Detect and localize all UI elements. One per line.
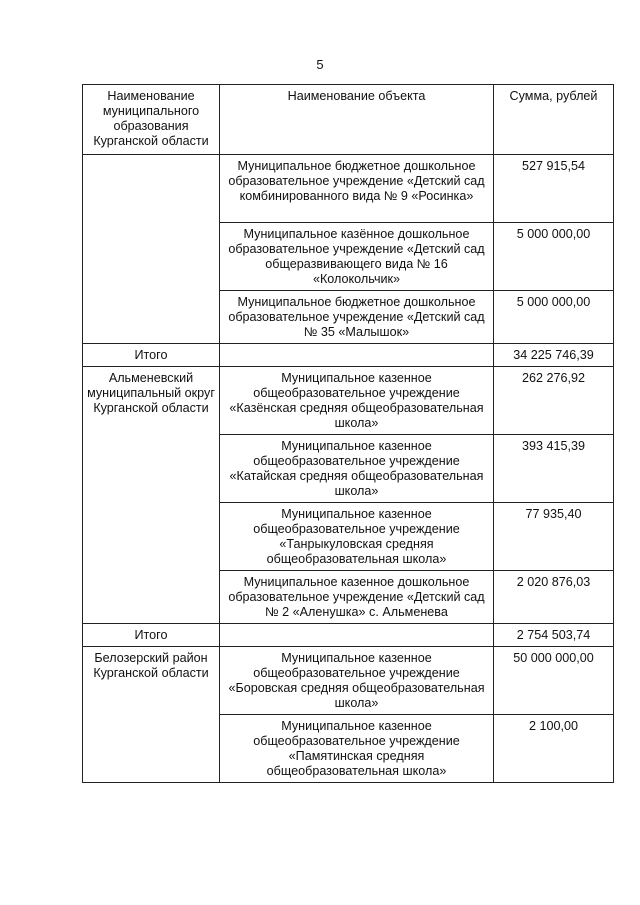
total-amount: 34 225 746,39 (494, 344, 614, 367)
total-row (83, 624, 614, 647)
total-label: Итого (83, 344, 220, 367)
header-municipality: Наименование муниципального образования Курганской области (83, 85, 220, 155)
table-header-row (83, 85, 614, 155)
amount-cell: 2 100,00 (494, 715, 614, 783)
amount-cell: 527 915,54 (494, 155, 614, 223)
amount-cell: 393 415,39 (494, 435, 614, 503)
amount-cell: 50 000 000,00 (494, 647, 614, 715)
header-object: Наименование объекта (220, 85, 494, 155)
object-cell: Муниципальное бюджетное дошкольное образовательное учреждение «Детский сад комбинированного вида № 9 «Росинка» (220, 155, 494, 223)
header-amount: Сумма, рублей (494, 85, 614, 155)
object-cell: Муниципальное казенное общеобразовательное учреждение «Боровская средняя общеобразовательная школа» (220, 647, 494, 715)
amount-cell: 2 020 876,03 (494, 571, 614, 624)
object-cell: Муниципальное казенное общеобразовательное учреждение «Казёнская средняя общеобразовательная школа» (220, 367, 494, 435)
object-cell: Муниципальное казённое дошкольное образовательное учреждение «Детский сад общеразвивающего вида № 16 «Колокольчик» (220, 223, 494, 291)
total-label: Итого (83, 624, 220, 647)
object-cell: Муниципальное казенное общеобразовательное учреждение «Танрыкуловская средняя общеобразовательная школа» (220, 503, 494, 571)
amount-cell: 5 000 000,00 (494, 291, 614, 344)
table-row (83, 155, 614, 223)
total-empty-cell (220, 624, 494, 647)
municipality-cell: Белозерский район Курганской области (83, 647, 220, 783)
object-cell: Муниципальное казенное общеобразовательное учреждение «Катайская средняя общеобразовательная школа» (220, 435, 494, 503)
municipality-cell (83, 155, 220, 344)
object-cell: Муниципальное бюджетное дошкольное образовательное учреждение «Детский сад № 35 «Малышок» (220, 291, 494, 344)
municipality-cell: Альменевский муниципальный округ Курганской области (83, 367, 220, 624)
funding-table (82, 84, 614, 783)
total-empty-cell (220, 344, 494, 367)
table-row (83, 367, 614, 435)
amount-cell: 77 935,40 (494, 503, 614, 571)
total-row (83, 344, 614, 367)
amount-cell: 5 000 000,00 (494, 223, 614, 291)
total-amount: 2 754 503,74 (494, 624, 614, 647)
object-cell: Муниципальное казенное дошкольное образовательное учреждение «Детский сад № 2 «Аленушка» с. Альменева (220, 571, 494, 624)
object-cell: Муниципальное казенное общеобразовательное учреждение «Памятинская средняя общеобразовательная школа» (220, 715, 494, 783)
table-row (83, 647, 614, 715)
page-number: 5 (316, 57, 324, 72)
amount-cell: 262 276,92 (494, 367, 614, 435)
